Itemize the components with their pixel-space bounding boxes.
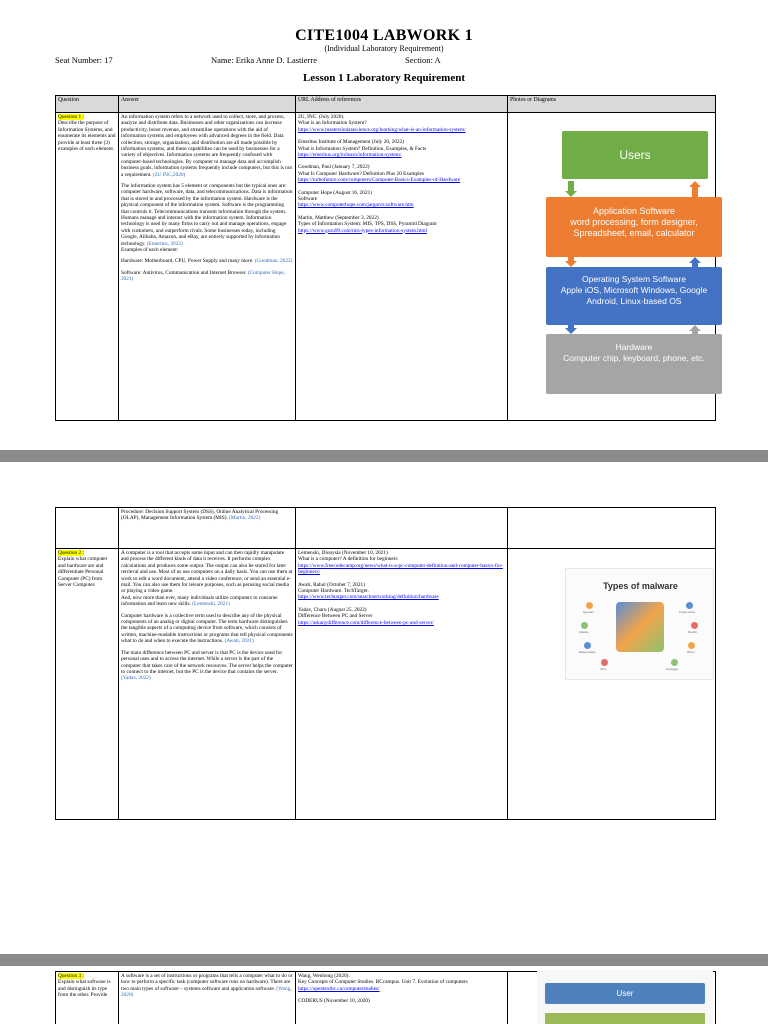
reference-author: Computer Hope (August 16, 2021) [298, 189, 373, 196]
question-cell [56, 508, 119, 549]
citation: (Awati, 2021) [224, 638, 254, 645]
reference-link[interactable]: https://emeritus.org/in/learn/information-system/ [298, 151, 402, 158]
citation: (2U INC,2020) [152, 171, 186, 178]
reference-item [298, 139, 505, 158]
header-url: URL Address of references [296, 96, 508, 113]
arrow-down-icon [565, 325, 577, 334]
layer-description: Computer chip, keyboard, phone, etc. [563, 353, 705, 363]
reference-author: Emeritus Institute of Management (July 20, 2022) [298, 139, 405, 146]
reference-link[interactable]: https://opentextbc.ca/computerstudies/ [298, 985, 380, 992]
arrow-down-icon [565, 257, 577, 267]
reference-link[interactable]: https://askanydifference.com/difference-between-pc-and-server/ [298, 619, 434, 626]
arrow-down-icon [565, 181, 577, 197]
malware-dot-icon [686, 602, 693, 609]
student-name: Name: Erika Anne D. Lastierre [211, 55, 317, 65]
reference-author: Lemenski, Dionysia (November 10, 2021) [298, 550, 388, 556]
reference-link[interactable]: https://www.guru99.com/mis-types-information-system.html [298, 227, 427, 234]
answer-cell [119, 972, 296, 1024]
malware-types-image [565, 568, 714, 680]
answer-text: A software is a set of instructions or programs that tells a computer what to do or how to perform a specific task (computer software runs on hardware). There are two main types of software – systems software and application software. [121, 973, 293, 992]
question-text: Describe the purpose of Information Systems, and enumerate its elements and provide at least three (3) examples of each element. [58, 120, 116, 152]
citation: (Wang, 2020) [121, 985, 292, 999]
reference-link[interactable]: https://www.techtarget.com/searchnetworking/definition/hardware [298, 594, 439, 601]
table-row [56, 508, 716, 549]
computer-illustration-icon [616, 602, 664, 652]
citation: (Goodman, 2022) [254, 258, 293, 265]
malware-label: Rootkit [688, 630, 697, 634]
malware-label: Trojan Horse [679, 610, 696, 614]
question-label: Question 3 : [58, 973, 84, 979]
reference-title: What is an Information System? [298, 120, 367, 127]
photos-cell [508, 508, 716, 549]
reference-title: Software [298, 195, 318, 202]
reference-title: Computer Hardware. TechTarget. [298, 588, 369, 595]
arrow-up-icon [689, 325, 701, 334]
answer-text: Hardware: Motherboard, CPU, Power Supply and many more. [121, 258, 254, 265]
document-page-2 [0, 462, 768, 954]
question-cell [56, 972, 119, 1024]
os-software-layer [546, 267, 722, 325]
reference-title: What is a computer? A definition for beginners [298, 556, 398, 563]
answer-cell [119, 549, 296, 820]
malware-dot-icon [584, 642, 591, 649]
citation: (Emeritus, 2022) [146, 240, 183, 247]
hardware-layer [546, 334, 722, 394]
lesson-heading: Lesson 1 Laboratory Requirement [302, 72, 466, 84]
image-title: Types of malware [603, 581, 678, 591]
answer-text: A computer is a tool that accepts some input and can then rapidly manipulate and process the different kinds of data it receives. It performs complex calculations and produces some output. The output can also be stored for later retrieval and use. Most of us use computers on a daily basis. You can use them at work to edit a word document, attend a video conference, or send an essential e-mail. You can also use them for leisure purposes, such as perusing social media or playing a video game. [121, 550, 293, 595]
answer-text: Examples of each element: [121, 247, 179, 253]
software-stack-diagram [546, 131, 722, 394]
header-answer: Answer [119, 96, 296, 113]
reference-item [298, 215, 505, 234]
malware-dot-icon [581, 622, 588, 629]
reference-link[interactable]: https://www.freecodecamp.org/news/what-is-a-pc-computer-definition-and-computer-basics-for-beginners/ [298, 562, 503, 576]
answer-text: The information system has 5 element or components but the typical ones are: computer hardware, software, data, and telecommunications. Data is information that is stored in and processed by the information system. Hardware is the physical component of the information system. Software is the programming that controls it. Telecommunications transmit information through the system. Humans manage and interact with the information system. Information technology is used by many firms to carry out and manage operations, engage with customers, and outperform rivals. Some businesses today, including Google, Alibaba, Amazon, and eBay, are entirely supported by information technology. [121, 182, 293, 247]
reference-author: Awati, Rahul (October 7, 2021) [298, 581, 365, 588]
question-cell [56, 112, 119, 420]
reference-item [298, 190, 505, 209]
malware-label: Keylogger [666, 667, 679, 671]
reference-title: Key Concepts of Computer Studies. BCcampus. Unit 7. Evolution of computers [298, 979, 468, 986]
answer-text: The main difference between PC and server is that PC is the device used for personal uses and to access the internet. While a server is the part of the computer that takes care of the network resources. The server helps the computer to connect to the internet, but the PC is the device that contains the server. [121, 649, 293, 675]
reference-author: 2U, INC. (July 2020). [298, 113, 345, 120]
question-text: Explain what software is and distinguish its type from the other. Provide [58, 979, 111, 999]
header-photos: Photos or Diagrams [508, 96, 716, 113]
reference-author: Martin, Matthew (September 3, 2022) [298, 214, 379, 221]
arrow-up-icon [689, 257, 701, 267]
reference-title: What Is Computer Hardware? Definition Plus 20 Examples [298, 170, 425, 177]
reference-title: Difference Between PC and Server [298, 613, 373, 620]
answer-cell [119, 112, 296, 420]
document-subtitle: (Individual Laboratory Requirement) [324, 44, 444, 53]
malware-dot-icon [671, 659, 678, 666]
layer-title: Application Software [592, 206, 676, 216]
malware-label: Virus [600, 667, 607, 671]
malware-dot-icon [688, 642, 695, 649]
answer-text: An information system refers to a network used to collect, store, and process, analyze and distribute data. Businesses and other organizations can increase productivity, boost revenue, and streamline operations with the aid of information systems and employees with advanced degrees in the field. Data collection, storage, organization, and distribution are all made possible by information systems, and these capabilities can be used by businesses for a variety of objectives. Information systems are frequently confused with computer-based technologies. By computer to manage data and accomplish business goals, information systems frequently include computers, but this is not a requirement. [121, 113, 292, 178]
reference-author: Yadav, Charu (August 25, 2022) [298, 606, 367, 613]
arrow-up-icon [689, 181, 701, 197]
malware-dot-icon [601, 659, 608, 666]
table-header-row [56, 96, 716, 113]
reference-title: Types of Information System: MIS, TPS, DSS, Pyramid Diagram [298, 221, 437, 228]
question-label: Question 2 : [58, 550, 84, 556]
question-text: Explain what computer and hardware are and differentiate Personal Computer (PC) from Server Computer. [58, 556, 108, 589]
answer-text: Software: Antivirus, Communication and Internet Browser. [121, 269, 247, 276]
reference-author: Wang, Wenhong (2020). [298, 973, 350, 979]
malware-label: Spyware [583, 610, 594, 614]
seat-number: Seat Number: 17 [55, 55, 113, 65]
document-title: CITE1004 LABWORK 1 [295, 27, 473, 44]
citation: (Lemenski, 2021) [192, 601, 230, 608]
references-cell [296, 112, 508, 420]
document-page-1 [0, 0, 768, 450]
reference-link[interactable]: https://www.computerhope.com/jargon/s/software.htm [298, 202, 414, 209]
malware-label: Ransomware [579, 650, 596, 654]
layer-bar [545, 1013, 705, 1024]
layer-description: word processing, form designer, Spreadsheet, email, calculator [570, 217, 698, 238]
answer-text: And, now more than ever, many individuals utilize computers to consume information and learn new skills. [121, 594, 278, 608]
citation: (Martin, 2022) [229, 515, 261, 522]
answer-text: Computer hardware is a collective term used to describe any of the physical components of an analog or digital computer. The term hardware distinguishes the tangible aspects of a computing device from software, which consists of written, machine-readable instructions or programs that tell physical components what to do and when to execute the instructions. [121, 612, 293, 645]
application-software-layer [546, 197, 722, 257]
header-question: Question [56, 96, 119, 113]
layer-description: Apple iOS, Microsoft Windows, Google Android, Linux-based OS [560, 285, 708, 306]
reference-item [298, 164, 505, 183]
question-cell [56, 549, 119, 820]
malware-label: Adware [579, 630, 589, 634]
question-label: Question 1 : [58, 113, 84, 120]
reference-link[interactable]: https://www.mastersindatascience.org/learning/what-is-an-information-system/ [298, 126, 466, 133]
answer-text: Procedure: Decision Support System (DSS), Online Analytical Processing (OLAP), Management Information System (MIS). [121, 509, 279, 522]
malware-label: Worm [687, 650, 695, 654]
reference-item [298, 550, 505, 576]
layer-title: Operating System Software [582, 274, 686, 284]
section: Section: A [405, 55, 441, 65]
reference-author: CODERUS (November 10, 2020) [298, 998, 370, 1005]
malware-dot-icon [586, 602, 593, 609]
reference-title: What is Information System? Definition, Examples, & Facts [298, 145, 427, 152]
references-cell [296, 549, 508, 820]
references-cell [296, 508, 508, 549]
malware-dot-icon [691, 622, 698, 629]
reference-link[interactable]: https://turbofuture.com/computers/Computer-Basics-Examples-of-Hardware [298, 177, 461, 184]
references-cell [296, 972, 508, 1024]
reference-author: Goodman, Paul (January 7, 2022) [298, 164, 370, 171]
reference-item [298, 582, 505, 601]
user-layer: User [545, 983, 705, 1004]
citation: (Yadav, 2022) [121, 675, 151, 682]
answer-cell [119, 508, 296, 549]
users-layer: Users [562, 131, 708, 179]
reference-item [298, 607, 505, 626]
reference-item [298, 114, 505, 133]
layer-title: Hardware [615, 342, 653, 352]
citation: (Computer Hope, 2021) [121, 269, 285, 283]
